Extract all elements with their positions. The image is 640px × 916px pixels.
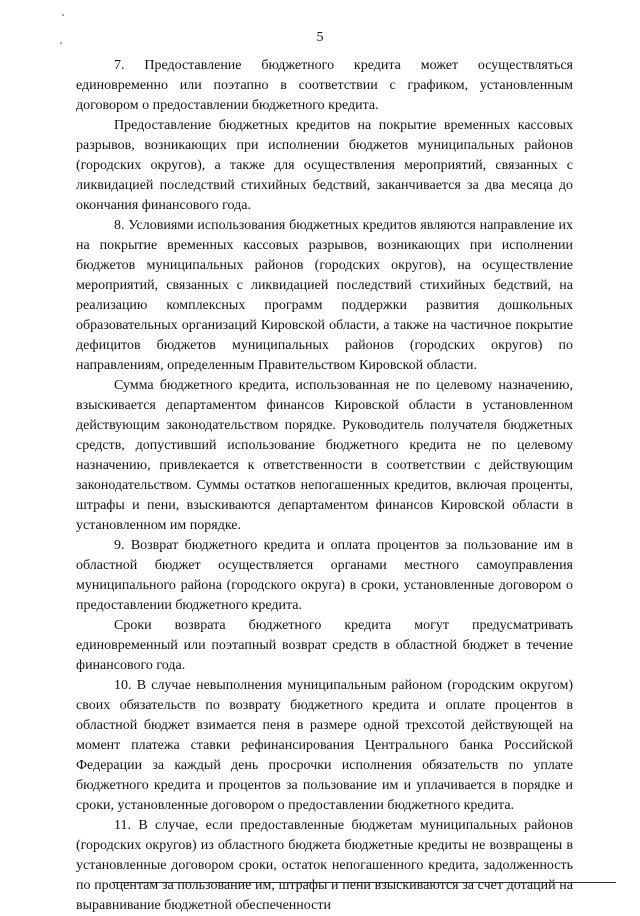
- paragraph-11: 11. В случае, если предоставленные бюджетам муниципальных районов (городских округов) из областного бюджета бюджетные кредиты не возвращены в установленные договором сроки, остаток непогашенного кредита, задолженность по процентам за пользование им, штрафы и пени взыскиваются за счет дотаций на выравнивание бюджетной обеспеченности: [76, 818, 573, 913]
- paragraph-10: 10. В случае невыполнения муниципальным районом (городским округом) своих обязательств по возврату бюджетного кредита и оплате процентов в областной бюджет взимается пеня в размере одной трехсотой действующей на момент платежа ставки рефинансирования Центрального банка Российской Федерации за каждый день просрочки исполнения обязательств по уплате бюджетного кредита и процентов за пользование им и уплачивается в порядке и сроки, установленные договором о предоставлении бюджетного кредита.: [76, 678, 573, 813]
- paragraph-9: 9. Возврат бюджетного кредита и оплата процентов за пользование им в областной бюджет осуществляется органами местного самоуправления муниципального района (городского округа) в сроки, установленные договором о предоставлении бюджетного кредита.: [76, 538, 573, 613]
- paragraph-8: 8. Условиями использования бюджетных кредитов являются направление их на покрытие временных кассовых разрывов, возникающих при исполнении бюджетов муниципальных районов (городских округов), на осуществление мероприятий, связанных с ликвидацией последствий стихийных бедствий, на реализацию комплексных программ поддержки развития дошкольных образовательных организаций Кировской области, а также на частичное покрытие дефицитов бюджетов муниципальных районов (городских округов) по направлениям, определенным Правительством Кировской области.: [76, 218, 573, 373]
- bottom-rule: [112, 882, 616, 883]
- paragraph-7-continued: Предоставление бюджетных кредитов на покрытие временных кассовых разрывов, возникающих при исполнении бюджетов муниципальных районов (городских округов), а также для осуществления мероприятий, связанных с ликвидацией последствий стихийных бедствий, заканчивается за два месяца до окончания финансового года.: [76, 118, 573, 213]
- paragraph-7: 7. Предоставление бюджетного кредита может осуществляться единовременно или поэтапно в соответствии с графиком, установленным договором о предоставлении бюджетного кредита.: [76, 58, 573, 113]
- paragraph-9-terms: Сроки возврата бюджетного кредита могут предусматривать единовременный или поэтапный возврат средств в областной бюджет в течение финансового года.: [76, 618, 573, 673]
- scan-speck: [62, 14, 64, 16]
- page-number: 5: [316, 30, 324, 45]
- paragraph-8-misuse: Сумма бюджетного кредита, использованная не по целевому назначению, взыскивается департаментом финансов Кировской области в установленном действующим законодательством порядке. Руководитель получателя бюджетных средств, допустивший использование бюджетного кредита не по целевому назначению, привлекается к ответственности в соответствии с действующим законодательством. Суммы остатков непогашенных кредитов, включая проценты, штрафы и пени, взыскиваются департаментом финансов Кировской области в установленном им порядке.: [76, 378, 573, 533]
- document-body: [76, 56, 573, 916]
